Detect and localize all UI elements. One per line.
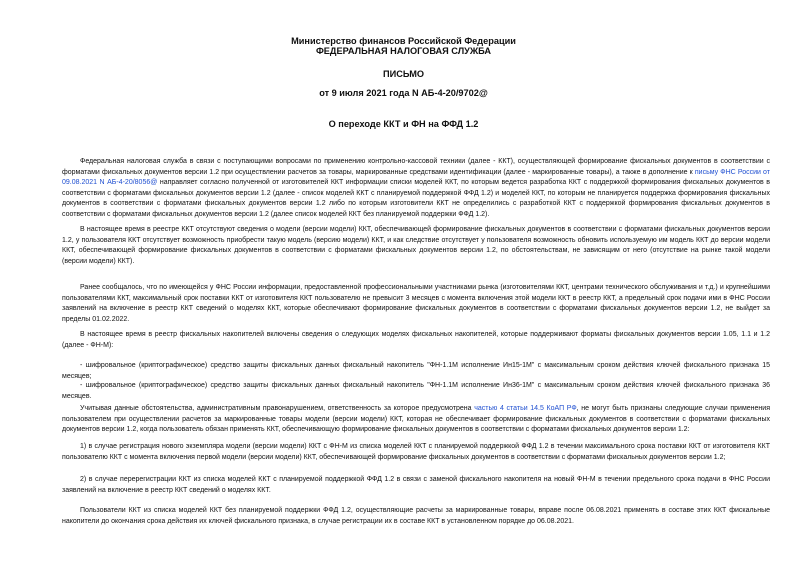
- ministry-title: Министерство финансов Российской Федерации: [291, 36, 516, 46]
- paragraph-7: [62, 404, 770, 436]
- list-item-fn-15: [62, 361, 770, 382]
- fns-letter-link[interactable]: письму ФНС России от 09.08.2021 N АБ-4-20/8056@: [62, 168, 770, 187]
- paragraph-9: [62, 475, 770, 496]
- service-title: ФЕДЕРАЛЬНАЯ НАЛОГОВАЯ СЛУЖБА: [315, 46, 492, 56]
- paragraph-1: [62, 157, 770, 221]
- list-item-fn-15-text: - шифровальное (криптографическое) средство защиты фискальных данных фискальный накопитель "ФН-1.1М исполнение Ин15-1М" с максимальным сроком действия ключей фискального признака 15 месяцев;: [62, 362, 770, 380]
- paragraph-2-text: В настоящее время в реестре ККТ отсутствуют сведения о модели (версии модели) ККТ, обеспечивающей формирование фискальных документов в соответствии с форматами фискальных документов версии 1.2, у пользователя ККТ отсутствует возможность приобрести такую модель (версию модели) ККТ, и как следствие отсутствует у пользователя возможность обновить используемую им модель ККТ до версии модели ККТ, обеспечивающей формирование фискальных документов в соответствии с форматами фискальных документов версии 1.2, по обстоятельствам, не зависящим от него (отсутствие на рынке такой модели (версии модели) ККТ).: [62, 226, 770, 265]
- document-type: ПИСЬМО: [382, 69, 425, 79]
- paragraph-3: [62, 283, 770, 325]
- paragraph-4: [62, 330, 770, 351]
- paragraph-8-text: 1) в случае регистрация нового экземпляра модели (версии модели) ККТ с ФН-М из списка моделей ККТ с планируемой поддержкой ФФД 1.2 в течении максимального срока поставки ККТ от изготовителя ККТ пользователю ККТ с момента включения первой модели (версии модели) ККТ, обеспечивающей формирование фискальных документов в соответствии с форматами фискальных документов версии 1.2;: [62, 443, 770, 461]
- list-item-fn-36-text: - шифровальное (криптографическое) средство защиты фискальных данных фискальный накопитель "ФН-1.1М исполнение Ин36-1М" с максимальным сроком действия ключей фискального признака 36 месяцев.: [62, 382, 770, 400]
- paragraph-9-text: 2) в случае перерегистрации ККТ из списка моделей ККТ с планируемой поддержкой ФФД 1.2 в связи с заменой фискального накопителя на новый ФН-М в течении предельного срока подачи в ФНС России заявлений на включение в реестр ККТ сведений о моделях ККТ.: [62, 476, 770, 494]
- paragraph-10: [62, 506, 770, 527]
- paragraph-2: [62, 225, 770, 267]
- paragraph-3-text: Ранее сообщалось, что по имеющейся у ФНС России информации, предоставленной профессиональными участниками рынка (изготовителями ККТ, центрами технического обслуживания и т.д.) и крупнейшими пользователями ККТ, максимальный срок поставки ККТ от изготовителя ККТ пользователю не превысит 3 месяцев с момента включения этой модели ККТ в реестр ККТ, а предельный срок подачи ими в ФНС России заявлений на включение в реестр ККТ сведений о моделях ККТ, которые обеспечивают формирование фискальных документов в соответствии с форматами фискальных документов версии 1.2, не выйдет за пределы 01.02.2022.: [62, 284, 770, 323]
- koap-article-link[interactable]: частью 4 статьи 14.5 КоАП РФ: [474, 405, 577, 412]
- list-item-fn-36: [62, 381, 770, 402]
- paragraph-8: [62, 442, 770, 463]
- paragraph-10-text: Пользователи ККТ из списка моделей ККТ без планируемой поддержки ФФД 1.2, осуществляющие расчеты за маркированные товары, вправе после 06.08.2021 применять в составе этих ККТ фискальные накопители до окончания срока действия их ключей фискального признака, в случае регистрации их в составе ККТ в установленном порядке до 06.08.2021.: [62, 507, 770, 525]
- paragraph-7-text-b: , не могут быть признаны следующие случаи применения пользователем при осуществлении расчетов за маркированные товары модели (версии модели) ККТ, которая не обеспечивает формирование фискальных документов в соответствии с форматами фискальных документов версии 1.2, когда пользователь обязан применять ККТ, обеспечивающую формирование фискальных документов в соответствии с форматами фискальных документов версии 1.2:: [62, 405, 770, 434]
- document-subject: О переходе ККТ и ФН на ФФД 1.2: [328, 119, 479, 129]
- paragraph-4-text: В настоящее время в реестр фискальных накопителей включены сведения о следующих моделях фискальных накопителей, которые поддерживают форматы фискальных документов версии 1.05, 1.1 и 1.2 (далее - ФН-М):: [62, 331, 770, 349]
- paragraph-7-text-a: Учитывая данные обстоятельства, административным правонарушением, ответственность за которое предусмотрена: [80, 405, 475, 412]
- paragraph-1-text-b: направляет согласно полученной от изготовителей ККТ информации списки моделей ККТ, по которым ведется разработка ККТ с поддержкой формирования фискальных документов в соответствии с форматами фискальных документов версии 1.2 (далее - список моделей ККТ с планируемой поддержкой ФФД 1.2) и моделей ККТ, по которым не планируется поддержка формирования фискальных документов в соответствии с форматами фискальных документов версии 1.2 либо по которым изготовители ККТ не определились с разработкой ККТ с поддержкой формирования фискальных документов в соответствии с форматами фискальных документов версии 1.2 (далее список моделей ККТ без планируемой поддержки ФФД 1.2).: [62, 179, 770, 218]
- document-date-number: от 9 июля 2021 года N АБ-4-20/9702@: [319, 88, 488, 98]
- paragraph-1-text-a: Федеральная налоговая служба в связи с поступающими вопросами по применению контрольно-кассовой техники (далее - ККТ), осуществляющей формирование фискальных документов в соответствии с форматами фискальных документов версии 1.2 при осуществлении расчетов за товары, маркированные средствами идентификации (далее - маркированные товары), а также в дополнение к: [62, 158, 770, 176]
